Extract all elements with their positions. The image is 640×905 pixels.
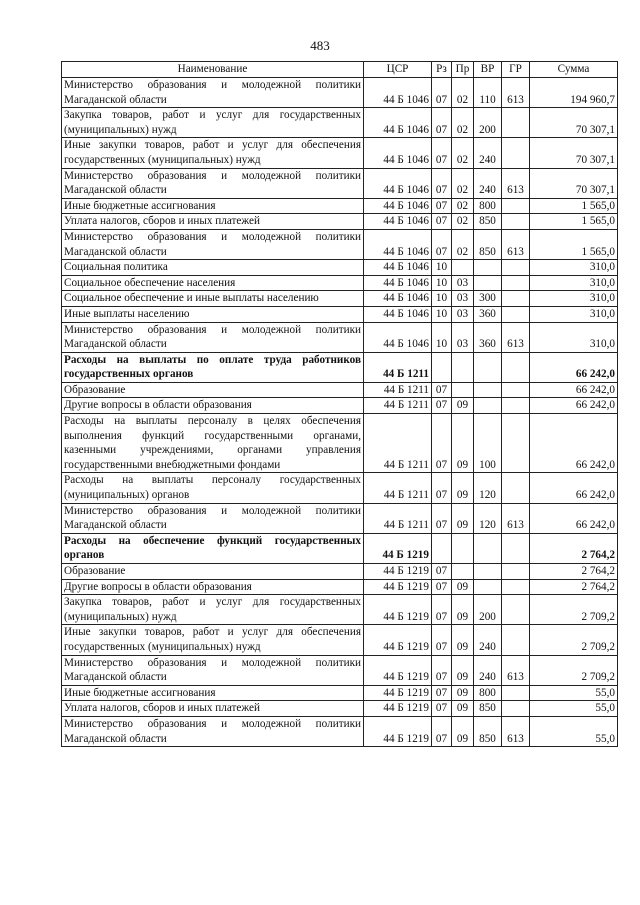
cell-gr — [502, 291, 530, 307]
cell-name: Иные закупки товаров, работ и услуг для обеспечения государственных (муниципальных) нужд — [62, 138, 364, 168]
cell-pr: 02 — [452, 78, 474, 108]
cell-pr — [452, 352, 474, 382]
cell-vr: 800 — [474, 685, 502, 701]
cell-pr: 09 — [452, 685, 474, 701]
cell-gr — [502, 685, 530, 701]
cell-sum: 55,0 — [530, 685, 618, 701]
cell-gr — [502, 352, 530, 382]
cell-rz: 07 — [432, 382, 452, 398]
cell-rz: 07 — [432, 414, 452, 473]
cell-sum: 1 565,0 — [530, 214, 618, 230]
table-row — [62, 78, 618, 108]
cell-name: Иные бюджетные ассигнования — [62, 198, 364, 214]
cell-sum: 2 764,2 — [530, 564, 618, 580]
cell-sum: 1 565,0 — [530, 198, 618, 214]
cell-vr: 240 — [474, 138, 502, 168]
cell-rz: 07 — [432, 214, 452, 230]
cell-name: Образование — [62, 382, 364, 398]
cell-pr: 02 — [452, 168, 474, 198]
cell-gr — [502, 625, 530, 655]
cell-sum: 310,0 — [530, 260, 618, 276]
cell-sum: 2 709,2 — [530, 655, 618, 685]
cell-csr: 44 Б 1046 — [364, 198, 432, 214]
cell-csr: 44 Б 1219 — [364, 716, 432, 746]
cell-gr — [502, 701, 530, 717]
cell-name: Министерство образования и молодежной политики Магаданской области — [62, 716, 364, 746]
cell-pr: 09 — [452, 716, 474, 746]
cell-gr — [502, 398, 530, 414]
cell-pr: 02 — [452, 198, 474, 214]
cell-pr: 02 — [452, 214, 474, 230]
cell-sum: 66 242,0 — [530, 398, 618, 414]
cell-csr: 44 Б 1219 — [364, 701, 432, 717]
cell-rz: 07 — [432, 564, 452, 580]
cell-gr — [502, 564, 530, 580]
cell-pr: 09 — [452, 473, 474, 503]
cell-vr: 850 — [474, 229, 502, 259]
cell-rz: 07 — [432, 701, 452, 717]
cell-gr — [502, 198, 530, 214]
cell-rz: 07 — [432, 229, 452, 259]
cell-csr: 44 Б 1046 — [364, 322, 432, 352]
cell-rz — [432, 533, 452, 563]
table-row — [62, 625, 618, 655]
cell-rz: 07 — [432, 108, 452, 138]
cell-sum: 66 242,0 — [530, 503, 618, 533]
table-header-row — [62, 62, 618, 78]
cell-name: Министерство образования и молодежной политики Магаданской области — [62, 322, 364, 352]
cell-pr: 03 — [452, 275, 474, 291]
budget-table — [61, 61, 618, 747]
cell-pr: 09 — [452, 414, 474, 473]
cell-pr: 03 — [452, 291, 474, 307]
cell-gr — [502, 382, 530, 398]
cell-rz: 07 — [432, 473, 452, 503]
cell-sum: 194 960,7 — [530, 78, 618, 108]
cell-sum: 2 764,2 — [530, 579, 618, 595]
cell-gr — [502, 579, 530, 595]
cell-csr: 44 Б 1046 — [364, 229, 432, 259]
cell-vr: 240 — [474, 168, 502, 198]
cell-name: Образование — [62, 564, 364, 580]
cell-rz: 07 — [432, 398, 452, 414]
table-row — [62, 168, 618, 198]
cell-gr — [502, 138, 530, 168]
cell-name: Иные выплаты населению — [62, 306, 364, 322]
table-row — [62, 198, 618, 214]
cell-csr: 44 Б 1219 — [364, 595, 432, 625]
cell-vr: 800 — [474, 198, 502, 214]
header-name: Наименование — [62, 62, 364, 78]
cell-gr: 613 — [502, 655, 530, 685]
cell-rz: 07 — [432, 168, 452, 198]
cell-name: Министерство образования и молодежной политики Магаданской области — [62, 78, 364, 108]
cell-csr: 44 Б 1046 — [364, 275, 432, 291]
table-row — [62, 564, 618, 580]
cell-vr: 120 — [474, 503, 502, 533]
cell-vr: 200 — [474, 108, 502, 138]
cell-gr — [502, 595, 530, 625]
cell-pr: 09 — [452, 579, 474, 595]
cell-name: Расходы на обеспечение функций государственных органов — [62, 533, 364, 563]
cell-rz: 10 — [432, 291, 452, 307]
cell-rz — [432, 352, 452, 382]
header-pr: Пр — [452, 62, 474, 78]
cell-rz: 07 — [432, 579, 452, 595]
cell-pr: 03 — [452, 306, 474, 322]
cell-vr — [474, 564, 502, 580]
table-row — [62, 579, 618, 595]
cell-vr: 120 — [474, 473, 502, 503]
cell-gr — [502, 260, 530, 276]
table-row — [62, 701, 618, 717]
cell-vr — [474, 579, 502, 595]
cell-name: Министерство образования и молодежной политики Магаданской области — [62, 168, 364, 198]
cell-csr: 44 Б 1046 — [364, 214, 432, 230]
cell-csr: 44 Б 1046 — [364, 78, 432, 108]
table-row — [62, 473, 618, 503]
cell-csr: 44 Б 1046 — [364, 291, 432, 307]
cell-vr: 850 — [474, 214, 502, 230]
table-body — [62, 78, 618, 747]
cell-gr: 613 — [502, 503, 530, 533]
table-row — [62, 352, 618, 382]
cell-name: Расходы на выплаты персоналу государственных (муниципальных) органов — [62, 473, 364, 503]
cell-pr: 02 — [452, 108, 474, 138]
header-sum: Сумма — [530, 62, 618, 78]
cell-gr — [502, 214, 530, 230]
table-row — [62, 382, 618, 398]
cell-vr: 300 — [474, 291, 502, 307]
cell-pr — [452, 533, 474, 563]
cell-rz: 07 — [432, 198, 452, 214]
table-row — [62, 533, 618, 563]
table-row — [62, 503, 618, 533]
cell-csr: 44 Б 1219 — [364, 625, 432, 655]
cell-name: Социальная политика — [62, 260, 364, 276]
cell-vr: 200 — [474, 595, 502, 625]
cell-vr — [474, 275, 502, 291]
cell-sum: 70 307,1 — [530, 138, 618, 168]
cell-csr: 44 Б 1046 — [364, 260, 432, 276]
cell-sum: 55,0 — [530, 701, 618, 717]
cell-sum: 66 242,0 — [530, 352, 618, 382]
cell-vr — [474, 398, 502, 414]
cell-csr: 44 Б 1211 — [364, 382, 432, 398]
cell-sum: 70 307,1 — [530, 168, 618, 198]
page-number: 483 — [310, 38, 330, 53]
cell-csr: 44 Б 1046 — [364, 168, 432, 198]
cell-pr: 09 — [452, 701, 474, 717]
cell-sum: 310,0 — [530, 322, 618, 352]
cell-vr: 110 — [474, 78, 502, 108]
cell-pr: 09 — [452, 398, 474, 414]
cell-gr: 613 — [502, 229, 530, 259]
cell-pr: 09 — [452, 655, 474, 685]
cell-sum: 2 709,2 — [530, 625, 618, 655]
cell-rz: 07 — [432, 625, 452, 655]
cell-rz: 07 — [432, 138, 452, 168]
cell-rz: 10 — [432, 306, 452, 322]
cell-name: Расходы на выплаты по оплате труда работников государственных органов — [62, 352, 364, 382]
cell-rz: 10 — [432, 275, 452, 291]
cell-gr — [502, 306, 530, 322]
table-row — [62, 229, 618, 259]
cell-sum: 66 242,0 — [530, 473, 618, 503]
cell-pr: 02 — [452, 229, 474, 259]
cell-csr: 44 Б 1219 — [364, 564, 432, 580]
cell-csr: 44 Б 1211 — [364, 503, 432, 533]
cell-csr: 44 Б 1211 — [364, 473, 432, 503]
cell-pr: 09 — [452, 503, 474, 533]
cell-gr: 613 — [502, 716, 530, 746]
header-gr: ГР — [502, 62, 530, 78]
table-row — [62, 595, 618, 625]
cell-vr — [474, 352, 502, 382]
cell-sum: 66 242,0 — [530, 382, 618, 398]
cell-pr — [452, 564, 474, 580]
header-rz: Рз — [432, 62, 452, 78]
cell-vr: 850 — [474, 716, 502, 746]
cell-csr: 44 Б 1219 — [364, 655, 432, 685]
cell-name: Закупка товаров, работ и услуг для государственных (муниципальных) нужд — [62, 108, 364, 138]
table-row — [62, 108, 618, 138]
cell-name: Иные бюджетные ассигнования — [62, 685, 364, 701]
cell-csr: 44 Б 1211 — [364, 398, 432, 414]
cell-gr — [502, 414, 530, 473]
cell-vr — [474, 382, 502, 398]
cell-csr: 44 Б 1046 — [364, 306, 432, 322]
cell-gr — [502, 108, 530, 138]
cell-csr: 44 Б 1219 — [364, 533, 432, 563]
cell-rz: 10 — [432, 260, 452, 276]
cell-gr: 613 — [502, 322, 530, 352]
table-row — [62, 685, 618, 701]
cell-name: Министерство образования и молодежной политики Магаданской области — [62, 503, 364, 533]
cell-vr: 850 — [474, 701, 502, 717]
cell-name: Министерство образования и молодежной политики Магаданской области — [62, 229, 364, 259]
cell-csr: 44 Б 1219 — [364, 579, 432, 595]
cell-vr — [474, 260, 502, 276]
cell-rz: 07 — [432, 595, 452, 625]
cell-sum: 70 307,1 — [530, 108, 618, 138]
cell-sum: 2 764,2 — [530, 533, 618, 563]
cell-sum: 2 709,2 — [530, 595, 618, 625]
table-row — [62, 275, 618, 291]
cell-gr — [502, 533, 530, 563]
cell-vr — [474, 533, 502, 563]
cell-gr — [502, 473, 530, 503]
cell-sum: 1 565,0 — [530, 229, 618, 259]
header-csr: ЦСР — [364, 62, 432, 78]
cell-name: Иные закупки товаров, работ и услуг для обеспечения государственных (муниципальных) нужд — [62, 625, 364, 655]
table-row — [62, 138, 618, 168]
cell-rz: 07 — [432, 503, 452, 533]
cell-gr — [502, 275, 530, 291]
cell-vr: 360 — [474, 322, 502, 352]
cell-vr: 240 — [474, 625, 502, 655]
cell-csr: 44 Б 1211 — [364, 352, 432, 382]
cell-sum: 310,0 — [530, 275, 618, 291]
cell-pr: 09 — [452, 595, 474, 625]
table-row — [62, 322, 618, 352]
cell-rz: 07 — [432, 655, 452, 685]
cell-pr — [452, 260, 474, 276]
cell-sum: 310,0 — [530, 291, 618, 307]
cell-gr: 613 — [502, 168, 530, 198]
cell-csr: 44 Б 1046 — [364, 108, 432, 138]
cell-vr: 100 — [474, 414, 502, 473]
cell-vr: 240 — [474, 655, 502, 685]
cell-sum: 66 242,0 — [530, 414, 618, 473]
cell-pr: 02 — [452, 138, 474, 168]
table-row — [62, 655, 618, 685]
table-row — [62, 260, 618, 276]
table-row — [62, 398, 618, 414]
table-row — [62, 306, 618, 322]
table-row — [62, 414, 618, 473]
table-row — [62, 291, 618, 307]
cell-rz: 07 — [432, 685, 452, 701]
cell-name: Социальное обеспечение населения — [62, 275, 364, 291]
cell-rz: 10 — [432, 322, 452, 352]
cell-name: Расходы на выплаты персоналу в целях обеспечения выполнения функций государственными органами, казенными учреждениями, органами управления государственными внебюджетными фондами — [62, 414, 364, 473]
cell-name: Социальное обеспечение и иные выплаты населению — [62, 291, 364, 307]
cell-rz: 07 — [432, 716, 452, 746]
cell-pr: 03 — [452, 322, 474, 352]
cell-name: Закупка товаров, работ и услуг для государственных (муниципальных) нужд — [62, 595, 364, 625]
table-row — [62, 716, 618, 746]
cell-gr: 613 — [502, 78, 530, 108]
table-row — [62, 214, 618, 230]
cell-name: Министерство образования и молодежной политики Магаданской области — [62, 655, 364, 685]
cell-sum: 55,0 — [530, 716, 618, 746]
header-vr: ВР — [474, 62, 502, 78]
cell-csr: 44 Б 1211 — [364, 414, 432, 473]
cell-csr: 44 Б 1046 — [364, 138, 432, 168]
cell-pr: 09 — [452, 625, 474, 655]
cell-name: Другие вопросы в области образования — [62, 398, 364, 414]
cell-csr: 44 Б 1219 — [364, 685, 432, 701]
cell-vr: 360 — [474, 306, 502, 322]
cell-pr — [452, 382, 474, 398]
cell-name: Уплата налогов, сборов и иных платежей — [62, 701, 364, 717]
cell-sum: 310,0 — [530, 306, 618, 322]
cell-rz: 07 — [432, 78, 452, 108]
cell-name: Уплата налогов, сборов и иных платежей — [62, 214, 364, 230]
cell-name: Другие вопросы в области образования — [62, 579, 364, 595]
